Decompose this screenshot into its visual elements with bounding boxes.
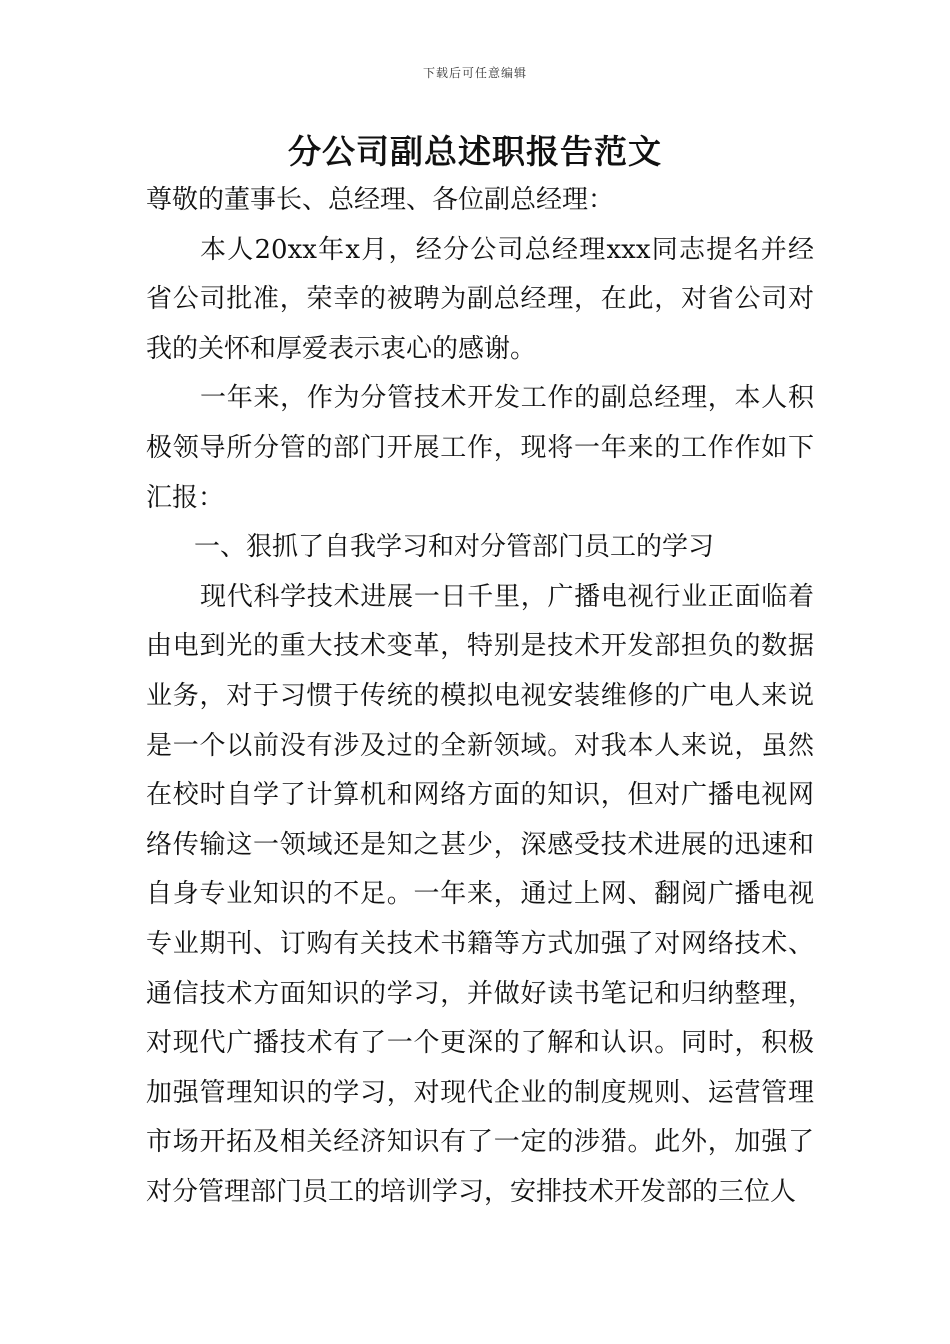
paragraph-intro: 一年来，作为分管技术开发工作的副总经理，本人积极领导所分管的部门开展工作，现将一年来的工作作如下汇报：	[146, 383, 814, 513]
paragraph-study: 现代科学技术进展一日千里，广播电视行业正面临着由电到光的重大技术变革，特别是技术开发部担负的数据业务，对于习惯于传统的模拟电视安装维修的广电人来说是一个以前没有涉及过的全新领域。对我本人来说，虽然在校时自学了计算机和网络方面的知识，但对广播电视网络传输这一领域还是知之甚少，深感受技术进展的迅速和自身专业知识的不足。一年来，通过上网、翻阅广播电视专业期刊、订购有关技术书籍等方式加强了对网络技术、通信技术方面知识的学习，并做好读书笔记和归纳整理，对现代广播技术有了一个更深的了解和认识。同时，积极加强管理知识的学习，对现代企业的制度规则、运营管理市场开拓及相关经济知识有了一定的涉猎。此外，加强了对分管理部门员工的培训学习，安排技术开发部的三位人	[146, 581, 814, 1207]
paragraph-appointment: 本人20xx年x月，经分公司总经理xxx同志提名并经省公司批准，荣幸的被聘为副总经理，在此，对省公司对我的关怀和厚爱表示衷心的感谢。	[146, 234, 814, 364]
section-heading-1: 一、狠抓了自我学习和对分管部门员工的学习	[194, 532, 715, 563]
header-note: 下载后可任意编辑	[422, 66, 527, 80]
document-title: 分公司副总述职报告范文	[288, 132, 662, 171]
document-body	[146, 176, 814, 1217]
salutation: 尊敬的董事长、总经理、各位副总经理：	[146, 185, 615, 215]
